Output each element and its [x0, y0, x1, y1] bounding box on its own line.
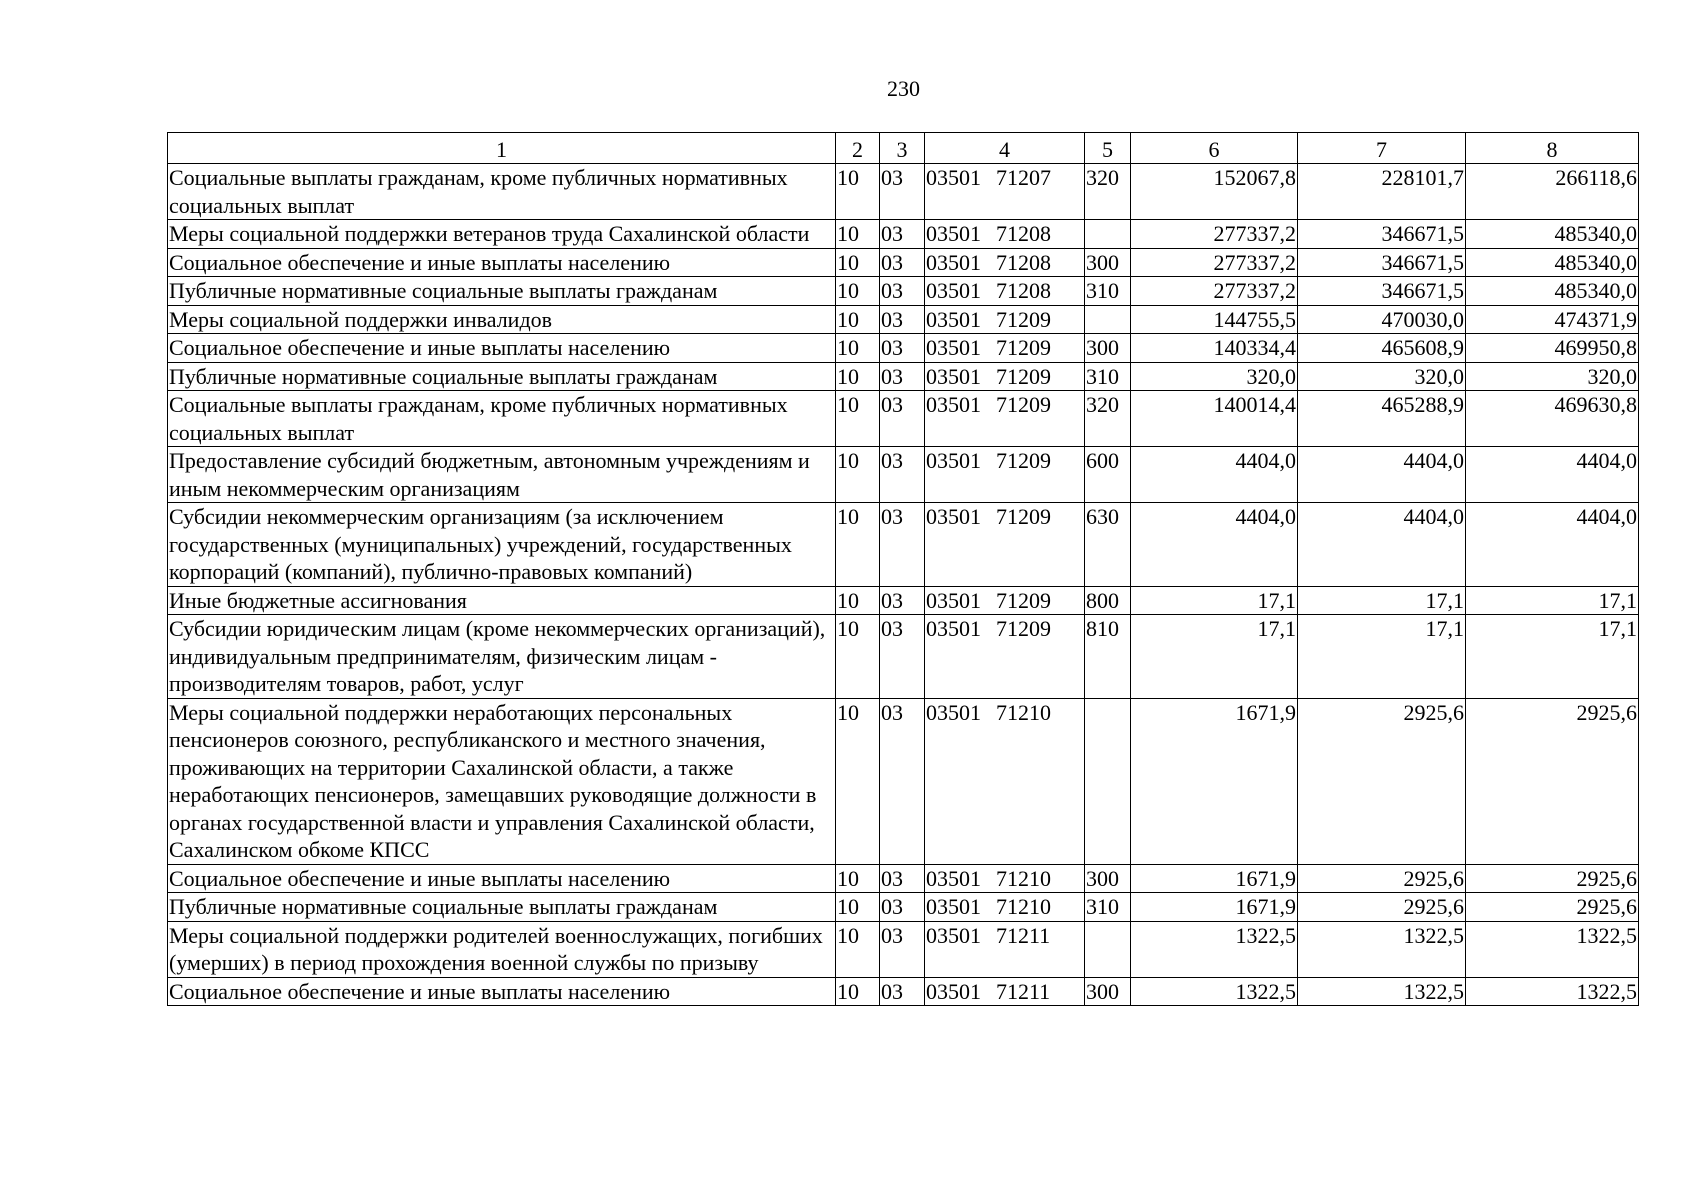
amount-col8-cell: 320,0	[1466, 362, 1639, 391]
amount-col8-cell: 1322,5	[1466, 921, 1639, 977]
amount-col8-cell: 485340,0	[1466, 220, 1639, 249]
page-number: 230	[887, 76, 920, 101]
amount-col7-cell: 4404,0	[1298, 503, 1466, 587]
amount-col6-cell: 277337,2	[1131, 277, 1298, 306]
target-article-cell	[925, 864, 1085, 893]
subsection-code-cell: 03	[880, 248, 925, 277]
row-name-cell: Субсидии некоммерческим организациям (за исключением государственных (муниципальных) учреждений, государственных корпораций (компаний), публично-правовых компаний)	[168, 503, 836, 587]
target-article-cell	[925, 447, 1085, 503]
subsection-code-cell: 03	[880, 447, 925, 503]
table-row	[168, 305, 1639, 334]
expense-type-cell: 810	[1085, 615, 1131, 699]
target-article-program: 03501	[926, 363, 981, 389]
amount-col8-cell: 4404,0	[1466, 503, 1639, 587]
amount-col6-cell: 152067,8	[1131, 164, 1298, 220]
amount-col7-cell: 2925,6	[1298, 864, 1466, 893]
table-row	[168, 615, 1639, 699]
amount-col7-cell: 320,0	[1298, 362, 1466, 391]
table-row	[168, 586, 1639, 615]
amount-col8-cell: 469950,8	[1466, 334, 1639, 363]
target-article-direction: 71211	[996, 978, 1051, 1004]
expense-type-cell: 630	[1085, 503, 1131, 587]
target-article-program: 03501	[926, 978, 981, 1004]
expense-type-cell: 310	[1085, 893, 1131, 922]
amount-col7-cell: 346671,5	[1298, 220, 1466, 249]
amount-col6-cell: 320,0	[1131, 362, 1298, 391]
table-row	[168, 164, 1639, 220]
section-code-cell: 10	[836, 248, 880, 277]
row-name-cell: Меры социальной поддержки неработающих персональных пенсионеров союзного, республиканского и местного значения, проживающих на территории Сахалинской области, а также неработающих пенсионеров, замещавших руководящие должности в органах государственной власти и управления Сахалинской области, Сахалинском обкоме КПСС	[168, 698, 836, 864]
amount-col6-cell: 1671,9	[1131, 864, 1298, 893]
amount-col6-cell: 4404,0	[1131, 503, 1298, 587]
target-article-direction: 71208	[996, 278, 1051, 303]
subsection-code-cell: 03	[880, 977, 925, 1006]
target-article-program: 03501	[926, 165, 981, 190]
amount-col6-cell: 277337,2	[1131, 220, 1298, 249]
row-name-cell: Публичные нормативные социальные выплаты гражданам	[168, 893, 836, 922]
subsection-code-cell: 03	[880, 164, 925, 220]
subsection-code-cell: 03	[880, 391, 925, 447]
target-article-program: 03501	[926, 221, 981, 246]
subsection-code-cell: 03	[880, 615, 925, 699]
section-code-cell: 10	[836, 164, 880, 220]
target-article-program: 03501	[926, 865, 981, 891]
table-row	[168, 503, 1639, 587]
amount-col8-cell: 485340,0	[1466, 277, 1639, 306]
row-name-cell: Социальное обеспечение и иные выплаты населению	[168, 334, 836, 363]
section-code-cell: 10	[836, 391, 880, 447]
section-code-cell: 10	[836, 305, 880, 334]
target-article-program: 03501	[926, 335, 981, 360]
expense-type-cell	[1085, 220, 1131, 249]
amount-col8-cell: 2925,6	[1466, 698, 1639, 864]
target-article-direction: 71210	[996, 865, 1051, 891]
target-article-cell	[925, 334, 1085, 363]
expense-type-cell: 300	[1085, 977, 1131, 1006]
target-article-program: 03501	[926, 278, 981, 303]
amount-col8-cell: 2925,6	[1466, 893, 1639, 922]
row-name-cell: Публичные нормативные социальные выплаты гражданам	[168, 362, 836, 391]
table-row	[168, 921, 1639, 977]
column-header: 5	[1085, 133, 1131, 164]
table-row	[168, 447, 1639, 503]
target-article-cell	[925, 503, 1085, 587]
table-row	[168, 864, 1639, 893]
subsection-code-cell: 03	[880, 921, 925, 977]
target-article-cell	[925, 586, 1085, 615]
row-name-cell: Социальные выплаты гражданам, кроме публичных нормативных социальных выплат	[168, 164, 836, 220]
target-article-program: 03501	[926, 249, 981, 275]
row-name-cell: Меры социальной поддержки родителей военнослужащих, погибших (умерших) в период прохождения военной службы по призыву	[168, 921, 836, 977]
target-article-direction: 71209	[996, 448, 1051, 473]
section-code-cell: 10	[836, 503, 880, 587]
amount-col8-cell: 1322,5	[1466, 977, 1639, 1006]
amount-col7-cell: 17,1	[1298, 615, 1466, 699]
amount-col6-cell: 1671,9	[1131, 893, 1298, 922]
section-code-cell: 10	[836, 698, 880, 864]
row-name-cell: Социальное обеспечение и иные выплаты населению	[168, 248, 836, 277]
target-article-direction: 71208	[996, 249, 1051, 275]
target-article-direction: 71209	[996, 504, 1051, 529]
amount-col7-cell: 4404,0	[1298, 447, 1466, 503]
target-article-program: 03501	[926, 616, 981, 641]
column-header: 2	[836, 133, 880, 164]
expense-type-cell: 320	[1085, 391, 1131, 447]
amount-col6-cell: 144755,5	[1131, 305, 1298, 334]
subsection-code-cell: 03	[880, 362, 925, 391]
target-article-direction: 71209	[996, 363, 1051, 389]
amount-col6-cell: 277337,2	[1131, 248, 1298, 277]
target-article-cell	[925, 698, 1085, 864]
section-code-cell: 10	[836, 334, 880, 363]
row-name-cell: Публичные нормативные социальные выплаты гражданам	[168, 277, 836, 306]
row-name-cell: Социальные выплаты гражданам, кроме публичных нормативных социальных выплат	[168, 391, 836, 447]
expense-type-cell: 310	[1085, 277, 1131, 306]
expense-type-cell: 300	[1085, 864, 1131, 893]
column-header: 8	[1466, 133, 1639, 164]
section-code-cell: 10	[836, 615, 880, 699]
expense-type-cell	[1085, 698, 1131, 864]
target-article-program: 03501	[926, 922, 981, 948]
target-article-direction: 71209	[996, 392, 1051, 417]
target-article-program: 03501	[926, 894, 981, 919]
expense-type-cell: 600	[1085, 447, 1131, 503]
target-article-direction: 71210	[996, 894, 1051, 919]
column-header: 1	[168, 133, 836, 164]
target-article-direction: 71209	[996, 306, 1051, 332]
target-article-cell	[925, 164, 1085, 220]
target-article-cell	[925, 362, 1085, 391]
table-row	[168, 977, 1639, 1006]
section-code-cell: 10	[836, 921, 880, 977]
target-article-direction: 71208	[996, 221, 1051, 246]
amount-col8-cell: 474371,9	[1466, 305, 1639, 334]
target-article-direction: 71209	[996, 616, 1051, 641]
subsection-code-cell: 03	[880, 586, 925, 615]
table-row	[168, 334, 1639, 363]
amount-col8-cell: 17,1	[1466, 615, 1639, 699]
row-name-cell: Меры социальной поддержки ветеранов труда Сахалинской области	[168, 220, 836, 249]
section-code-cell: 10	[836, 586, 880, 615]
target-article-program: 03501	[926, 448, 981, 473]
expense-type-cell: 310	[1085, 362, 1131, 391]
amount-col8-cell: 17,1	[1466, 586, 1639, 615]
amount-col8-cell: 485340,0	[1466, 248, 1639, 277]
column-header: 7	[1298, 133, 1466, 164]
section-code-cell: 10	[836, 447, 880, 503]
amount-col6-cell: 4404,0	[1131, 447, 1298, 503]
target-article-direction: 71211	[996, 922, 1051, 948]
table-row	[168, 893, 1639, 922]
row-name-cell: Иные бюджетные ассигнования	[168, 586, 836, 615]
section-code-cell: 10	[836, 977, 880, 1006]
expense-type-cell: 300	[1085, 334, 1131, 363]
target-article-cell	[925, 615, 1085, 699]
subsection-code-cell: 03	[880, 893, 925, 922]
target-article-program: 03501	[926, 699, 981, 725]
section-code-cell: 10	[836, 864, 880, 893]
row-name-cell: Предоставление субсидий бюджетным, автономным учреждениям и иным некоммерческим организациям	[168, 447, 836, 503]
amount-col6-cell: 1322,5	[1131, 921, 1298, 977]
expense-type-cell: 300	[1085, 248, 1131, 277]
expense-type-cell: 800	[1085, 586, 1131, 615]
target-article-cell	[925, 391, 1085, 447]
table-row	[168, 698, 1639, 864]
amount-col8-cell: 4404,0	[1466, 447, 1639, 503]
target-article-program: 03501	[926, 504, 981, 529]
target-article-cell	[925, 893, 1085, 922]
expense-type-cell	[1085, 921, 1131, 977]
amount-col7-cell: 1322,5	[1298, 921, 1466, 977]
amount-col8-cell: 469630,8	[1466, 391, 1639, 447]
subsection-code-cell: 03	[880, 503, 925, 587]
target-article-cell	[925, 305, 1085, 334]
target-article-program: 03501	[926, 392, 981, 417]
amount-col8-cell: 266118,6	[1466, 164, 1639, 220]
amount-col7-cell: 2925,6	[1298, 698, 1466, 864]
amount-col7-cell: 2925,6	[1298, 893, 1466, 922]
subsection-code-cell: 03	[880, 334, 925, 363]
amount-col7-cell: 465288,9	[1298, 391, 1466, 447]
target-article-program: 03501	[926, 587, 981, 613]
target-article-cell	[925, 277, 1085, 306]
amount-col7-cell: 470030,0	[1298, 305, 1466, 334]
table-row	[168, 248, 1639, 277]
amount-col6-cell: 1671,9	[1131, 698, 1298, 864]
amount-col6-cell: 17,1	[1131, 615, 1298, 699]
header-row	[168, 133, 1639, 164]
target-article-cell	[925, 977, 1085, 1006]
subsection-code-cell: 03	[880, 864, 925, 893]
row-name-cell: Социальное обеспечение и иные выплаты населению	[168, 977, 836, 1006]
column-header: 4	[925, 133, 1085, 164]
amount-col7-cell: 465608,9	[1298, 334, 1466, 363]
amount-col7-cell: 1322,5	[1298, 977, 1466, 1006]
budget-table	[167, 132, 1639, 1006]
table-row	[168, 220, 1639, 249]
column-header: 6	[1131, 133, 1298, 164]
section-code-cell: 10	[836, 893, 880, 922]
subsection-code-cell: 03	[880, 305, 925, 334]
amount-col6-cell: 17,1	[1131, 586, 1298, 615]
target-article-direction: 71210	[996, 699, 1051, 725]
amount-col6-cell: 140014,4	[1131, 391, 1298, 447]
target-article-cell	[925, 921, 1085, 977]
amount-col7-cell: 228101,7	[1298, 164, 1466, 220]
row-name-cell: Социальное обеспечение и иные выплаты населению	[168, 864, 836, 893]
section-code-cell: 10	[836, 277, 880, 306]
amount-col7-cell: 17,1	[1298, 586, 1466, 615]
amount-col6-cell: 140334,4	[1131, 334, 1298, 363]
subsection-code-cell: 03	[880, 277, 925, 306]
amount-col8-cell: 2925,6	[1466, 864, 1639, 893]
amount-col6-cell: 1322,5	[1131, 977, 1298, 1006]
target-article-cell	[925, 220, 1085, 249]
subsection-code-cell: 03	[880, 698, 925, 864]
amount-col7-cell: 346671,5	[1298, 248, 1466, 277]
amount-col7-cell: 346671,5	[1298, 277, 1466, 306]
expense-type-cell	[1085, 305, 1131, 334]
section-code-cell: 10	[836, 220, 880, 249]
section-code-cell: 10	[836, 362, 880, 391]
target-article-cell	[925, 248, 1085, 277]
row-name-cell: Субсидии юридическим лицам (кроме некоммерческих организаций), индивидуальным предпринимателям, физическим лицам - производителям товаров, работ, услуг	[168, 615, 836, 699]
column-header: 3	[880, 133, 925, 164]
table-row	[168, 391, 1639, 447]
target-article-program: 03501	[926, 306, 981, 332]
table-row	[168, 277, 1639, 306]
target-article-direction: 71209	[996, 587, 1051, 613]
target-article-direction: 71207	[996, 165, 1051, 190]
expense-type-cell: 320	[1085, 164, 1131, 220]
target-article-direction: 71209	[996, 335, 1051, 360]
table-row	[168, 362, 1639, 391]
subsection-code-cell: 03	[880, 220, 925, 249]
row-name-cell: Меры социальной поддержки инвалидов	[168, 305, 836, 334]
